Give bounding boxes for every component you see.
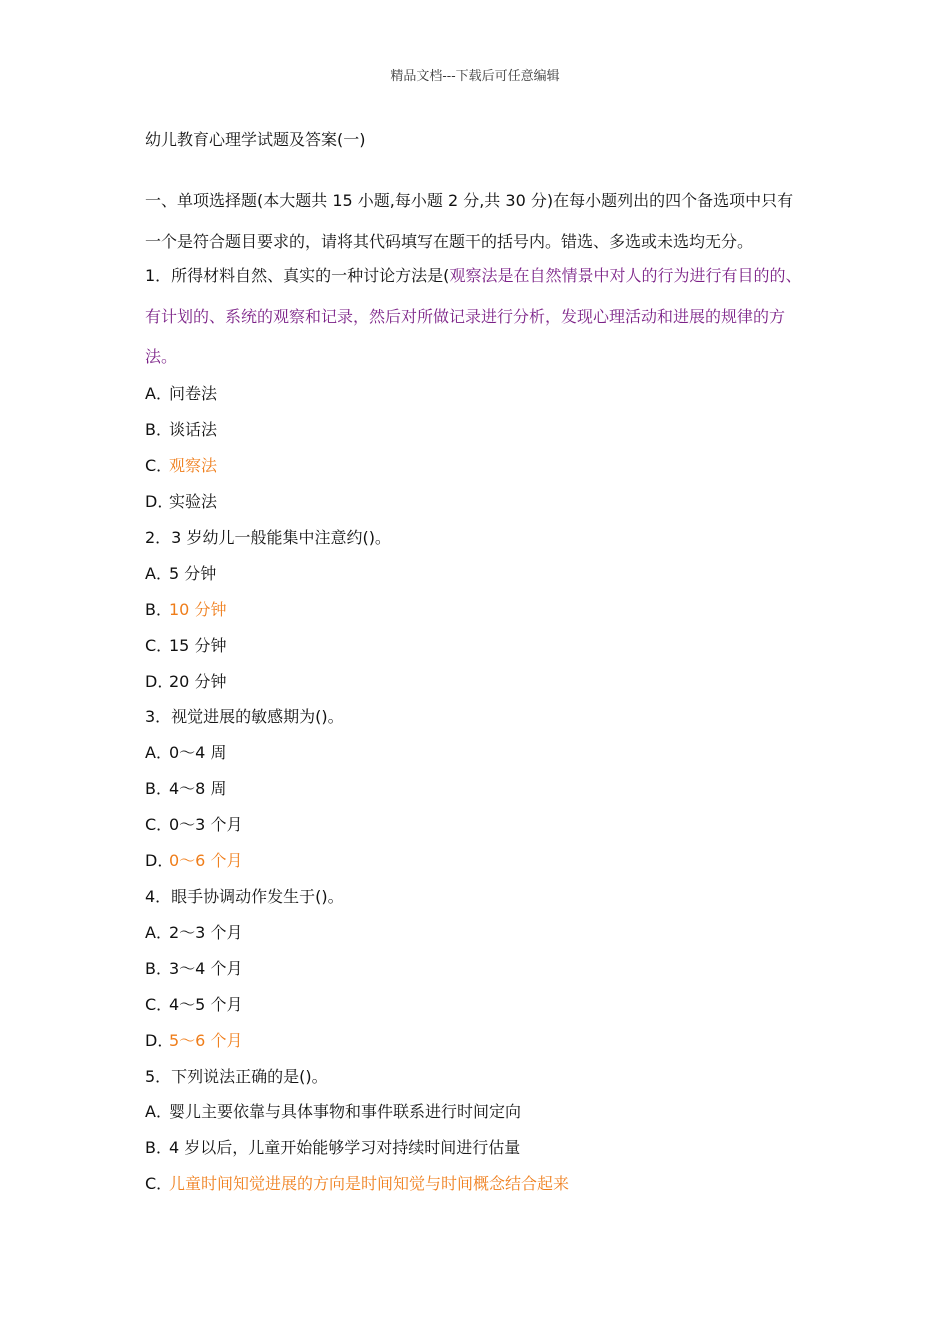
- question-1-note-line-2: 有计划的、系统的观察和记录，然后对所做记录进行分析，发现心理活动和进展的规律的方: [145, 307, 786, 326]
- question-2-stem: 2．3 岁幼儿一般能集中注意约()。: [145, 528, 391, 547]
- q2-option-b-answer: B．10 分钟: [145, 600, 227, 619]
- q5-option-b: B．4 岁以后，儿童开始能够学习对持续时间进行估量: [145, 1138, 521, 1157]
- q3-option-c: C．0～3 个月: [145, 815, 243, 834]
- question-1: [145, 266, 801, 286]
- q2-option-d: D．20 分钟: [145, 672, 227, 691]
- q5-option-a: A．婴儿主要依靠与具体事物和事件联系进行时间定向: [145, 1102, 522, 1121]
- question-3-stem: 3．视觉进展的敏感期为()。: [145, 707, 344, 726]
- q4-option-d-answer: D．5～6 个月: [145, 1031, 243, 1050]
- question-5-stem: 5．下列说法正确的是()。: [145, 1067, 328, 1086]
- q4-option-b: B．3～4 个月: [145, 959, 243, 978]
- q3-option-b: B．4～8 周: [145, 779, 227, 798]
- page-header: 精品文档---下载后可任意编辑: [390, 69, 560, 84]
- question-1-note-line-3: 法。: [145, 347, 178, 366]
- question-1-note: 观察法是在自然情景中对人的行为进行有目的的、: [449, 266, 802, 285]
- q3-option-a: A．0～4 周: [145, 743, 227, 762]
- q2-option-a: A．5 分钟: [145, 564, 217, 583]
- q2-option-c: C．15 分钟: [145, 636, 227, 655]
- q1-option-d: D．实验法: [145, 492, 218, 511]
- question-1-stem: 1．所得材料自然、真实的一种讨论方法是(: [145, 266, 450, 285]
- q5-option-c-answer: C．儿童时间知觉进展的方向是时间知觉与时间概念结合起来: [145, 1174, 570, 1193]
- q3-option-d-answer: D．0～6 个月: [145, 851, 243, 870]
- q4-option-a: A．2～3 个月: [145, 923, 243, 942]
- q1-option-c-answer: C．观察法: [145, 456, 218, 475]
- q4-option-c: C．4～5 个月: [145, 995, 243, 1014]
- question-4-stem: 4．眼手协调动作发生于()。: [145, 887, 344, 906]
- section-instructions-line-2: 一个是符合题目要求的，请将其代码填写在题干的括号内。错选、多选或未选均无分。: [145, 232, 754, 251]
- document-title: 幼儿教育心理学试题及答案(一): [145, 130, 366, 149]
- q1-option-b: B．谈话法: [145, 420, 218, 439]
- q1-option-a: A．问卷法: [145, 384, 218, 403]
- section-instructions-line-1: 一、单项选择题(本大题共 15 小题,每小题 2 分,共 30 分)在每小题列出的四个备选项中只有: [145, 191, 794, 210]
